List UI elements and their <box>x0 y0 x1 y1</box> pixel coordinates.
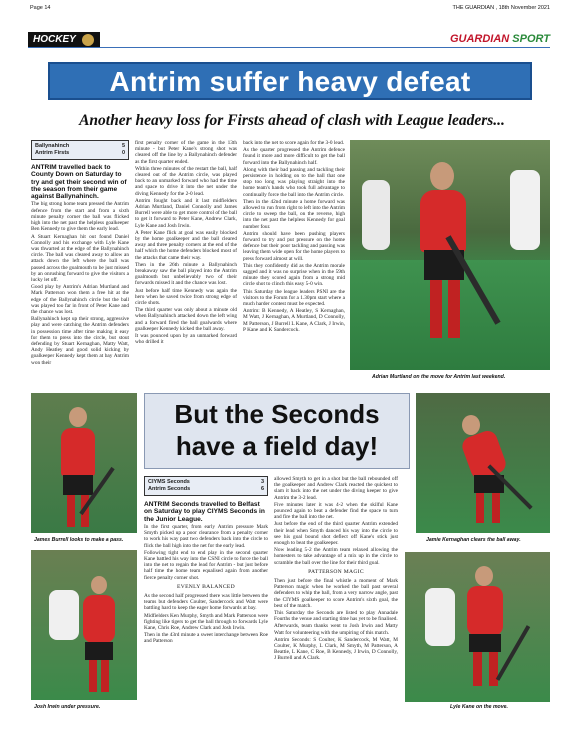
paragraph: A Stuart Kernaghan hit out found Daniel Connolly and his exchange with Lyle Kane was thwarted at the edge of the Ballynahinch circle. The ball was cleared away to allow an attack down the left where the ball was passed across the goalmouth to be just missed by an onrushing forward to give the visitors a lucky let off. <box>31 233 129 283</box>
paragraph: In the first quarter, from early Antrim pressure Mark Smyth picked up a poor clearance from a penalty corner to work his way past two defenders back into the circle to flick the ball high into the net for the early lead. <box>144 523 268 549</box>
player-shorts <box>469 634 501 652</box>
paragraph: It was pounced upon by an unmarked forward who drilled it <box>135 333 237 346</box>
headline-banner <box>48 62 532 100</box>
photo-kane <box>405 552 550 702</box>
paragraph: Just before half time Kennedy was again the hero when he saved twice from strong edge of circle shots. <box>135 287 237 307</box>
article2-col2 <box>274 476 398 663</box>
player-sock <box>430 280 442 338</box>
score-row <box>35 150 125 157</box>
article1-col2 <box>135 140 237 347</box>
player-sock <box>67 495 75 527</box>
paragraph: Midfielders Ken Murphy, Smyth and Mark Patterson were fighting like tigers to get the ball through to forwards Lyle Kane, Chris Roe, Andrew Clark and Josh Irwin. <box>144 612 268 631</box>
paragraph: A Peter Kane flick at goal was easily blocked by the home goalkeeper and the ball cleared away and three penalty corners at the end of the half which the home defenders blocked most of the attacks that came their way. <box>135 229 237 261</box>
paragraph: This Saturday the Seconds are listed to play Annadale Fourths the venue and starting time has yet to be finalised. <box>274 610 398 623</box>
article1-col1 <box>31 140 129 367</box>
paper-date: THE GUARDIAN , 18th November 2021 <box>452 5 550 11</box>
player-head <box>430 162 454 190</box>
photo-murtland <box>350 140 550 370</box>
subheading: PATTERSON MAGIC <box>308 568 364 575</box>
section-rule <box>28 47 550 48</box>
player-head <box>475 566 493 586</box>
paragraph: Antrim Seconds: S Coulter, K Sandercock, M Watt, M Coulter, K Murphy, L Clark, M Smyth, M Patterson, A Beattie, L Kane, C Roe, B Kennedy, J Irwin, D Connolly, J Burrell and A Clark. <box>274 636 398 662</box>
photo-irwin <box>31 550 137 700</box>
score-value: 5 <box>121 143 125 149</box>
paragraph: As the second half progressed there was little between the teams but defenders Coulter, Sandercock and Watt were battling hard to keep the eager home forwards at bay. <box>144 592 268 612</box>
player-sock <box>101 660 109 692</box>
player-sock <box>492 493 500 523</box>
score-value: 6 <box>260 486 264 492</box>
subheading: EVENLY BALANCED <box>177 583 235 590</box>
player-head <box>91 576 107 594</box>
paragraph: Antrim: B Kennedy, A Heatley, S Kernaghan, M Watt, J Kernaghan, A Murtland, D Connolly, M Patterson, J Burrell L Kane, A Clark, J Irwin, P Kane and K Sandercock. <box>243 308 345 333</box>
page-number: Page 14 <box>30 5 51 11</box>
paragraph: Then in the 42nd minute a home forward was allowed to run from right to left into the Antrim circle to sweep the ball, on the reverse, high into the net past the helpless Kennedy for goal number four. <box>243 198 345 230</box>
score-team: CIYMS Seconds <box>148 479 190 485</box>
player-sock <box>448 280 460 338</box>
hockey-section-tag <box>28 32 100 48</box>
photo-caption: Josh Irwin under pressure. <box>34 704 101 710</box>
score-team: Antrim Firsts <box>35 150 70 156</box>
standfirst: Another heavy loss for Firsts ahead of clash with League leaders... <box>79 112 505 129</box>
headline: Antrim suffer heavy defeat <box>109 66 471 97</box>
paragraph: Ballynahinch kept up their strong, aggressive play and were catching the Antrim defenders in possession time after time making it easy for them to press into the circle, but stout defending by Stuart Kernaghan, Matty Watt, Andy Heatley and good solid kicking by goalkeeper Kennedy kept them at bay Antrim won their <box>31 316 129 366</box>
photo-caption: Adrian Murtland on the move for Antrim last weekend. <box>372 374 506 380</box>
photo-burrell <box>31 393 137 533</box>
paragraph: back into the net to score again for the 3-0 lead. <box>243 140 345 146</box>
lead-paragraph: ANTRIM Seconds travelled to Belfast on Saturday to play CIYMS Seconds in the Junior League. <box>144 501 265 523</box>
player-sock <box>489 652 498 686</box>
seconds-headline <box>145 398 409 462</box>
player-shirt <box>460 428 509 482</box>
opponent-shirt <box>362 180 390 250</box>
page-header <box>30 3 550 13</box>
paragraph: The big strong home team pressed the Antrim defence from the start and from a sixth minute penalty corner the ball was flicked high into the net past the helpless goalkeeper Ben Kennedy to give them the early lead. <box>31 201 129 233</box>
paragraph: Antrim fought back and it last midfielders Adrian Murtland, Daniel Connolly and James Burrell were able to get more control of the ball to get it forward to Peter Kane, Andrew Clark, Lyle Kane and Josh Irwin. <box>135 197 237 229</box>
paragraph: The third quarter was only about a minute old when Ballynahinch attacked down the left wing and a forward fired the ball goalwards where goalkeeper Kennedy kicked the ball away. <box>135 307 237 332</box>
score-team: Antrim Seconds <box>148 486 191 492</box>
player-head <box>462 415 480 435</box>
brand-guardian: GUARDIAN <box>449 33 510 45</box>
player-shirt <box>467 586 503 636</box>
score-value: 3 <box>260 479 264 485</box>
article1-col3 <box>243 140 345 334</box>
player-sock <box>476 493 484 523</box>
player-sock <box>89 660 97 692</box>
photo-caption: Jamie Kernaghan clears the ball away. <box>426 537 521 543</box>
player-shirt <box>83 595 115 643</box>
paragraph: This Saturday the league leaders PSNI are the visitors to the Forum for a 1.30pm start where a much harder contest must be expected. <box>243 288 345 308</box>
brand-sport: SPORT <box>512 33 550 45</box>
paragraph: Along with their bad passing and tackling their persistence in holding on to the ball that one stop too long was playing straight into the home team's hands who took full advantage to continually force the ball into the Antrim circle. <box>243 166 345 198</box>
paragraph: Then in the 26th minute a Ballynahinch breakaway saw the ball played into the Antrim goalmouth but unbelievably two of their forwards missed it and the chance was lost. <box>135 261 237 287</box>
paragraph: Then in the 43rd minute a sweet interchange between Roe and Patterson <box>144 632 268 645</box>
photo-caption: James Burrell looks to make a pass. <box>34 537 124 543</box>
section-tag-label: HOCKEY <box>33 34 76 45</box>
paragraph: first penalty corner of the game in the 13th minute - but Peter Kane's strong shot was cleared off the line by a Ballynahinch defender as the first quarter ended. <box>135 140 237 165</box>
score-row <box>148 479 264 486</box>
paragraph: Now leading 5-2 the Antrim team relaxed allowing the homesters to take advantage of a mix up in the circle to scramble the ball over the line for their third goal. <box>274 547 398 566</box>
player-shirt <box>61 428 95 476</box>
player-shorts <box>85 642 113 660</box>
paragraph: Antrim should have been pushing players forward to try and put pressure on the home defence but their poor tackling and passing was leaving them wide open for the home players to press forward almost at will. <box>243 230 345 262</box>
paragraph: Just before the end of the third quarter Antrim extended their lead when Smyth danced his way into the circle to see his goal bound shot deflect off Kane's stick just enough to beat the goalkeeper. <box>274 521 398 547</box>
paragraph: As the quarter progressed the Antrim defence found it more and more difficult to get the ball forward into the Ballynahinch half. <box>243 147 345 166</box>
seconds-headline-line1: But the Seconds <box>174 399 380 429</box>
paragraph: Afterwards, team thanks went to Josh Irwin and Matty Watt for volunteering with the umpiring of this match. <box>274 623 398 636</box>
scoreline-box <box>31 140 129 160</box>
opponent-shirt <box>425 588 455 646</box>
score-team: Ballynahinch <box>35 143 70 149</box>
seconds-headline-box <box>144 393 410 469</box>
paragraph: Then just before the final whistle a moment of Mark Patterson magic when he worked the ball past several defenders to whip the ball, from a very narrow angle, past the CIYMS goalkeeper to score Antrim's sixth goal, the best of the match. <box>274 578 398 609</box>
score-row <box>148 486 264 493</box>
section-row <box>28 32 550 48</box>
article2-col1 <box>144 476 268 646</box>
score-value: 0 <box>121 150 125 156</box>
guardian-sport-brand <box>450 33 550 45</box>
scoreline-box <box>144 476 268 496</box>
paragraph: allowed Smyth to get in a shot but the ball rebounded off the goalkeeper and Andrew Clark reacted the quickest to slam it back into the net under the diving keeper to give Antrim the 3-2 lead. <box>274 476 398 501</box>
seconds-headline-line2: have a field day! <box>175 431 379 461</box>
player-shirt <box>420 190 466 252</box>
hockey-ball-icon <box>82 34 94 46</box>
paragraph: Five minutes later it was 4-2 when the skilful Kane pounced again to beat a defender find the space to turn and fire the ball into the net. <box>274 501 398 521</box>
player-head <box>69 407 87 427</box>
photo-kernaghan <box>416 393 550 533</box>
photo-caption: Lyle Kane on the move. <box>450 704 508 710</box>
opponent-shirt <box>49 590 79 640</box>
paragraph: Within three minutes of the restart the ball, half cleared out of the Antrim circle, was played back to an unmarked forward who had the time and space to drive it into the net under the diving Kennedy for the 2-0 lead. <box>135 165 237 197</box>
paragraph: This they confidently did as the Antrim morale sagged and it was no surprise when in the 59th minute they scored again from a strong mid circle shot to clinch this easy 5-0 win. <box>243 262 345 288</box>
score-row <box>35 143 125 150</box>
player-sock <box>473 652 482 686</box>
lead-paragraph: ANTRIM travelled back to County Down on Saturday to try and get their second win of the season from their game against Ballynahinch. <box>31 164 127 201</box>
paragraph: Following tight end to end play in the second quarter Kane battled his way into the CSNI circle to force the ball into the net to regain the lead for Antrim - but just before half time the home team equalised again from another fierce penalty corner shot. <box>144 549 268 581</box>
paragraph: Good play by Antrim's Adrian Murtland and Mark Patterson won them a free hit at the edge of the Ballynahinch circle but the ball was played too far in front of Peter Kane and the chance was lost. <box>31 284 129 315</box>
player-shorts <box>63 475 93 495</box>
opponent-shirt <box>510 170 540 250</box>
